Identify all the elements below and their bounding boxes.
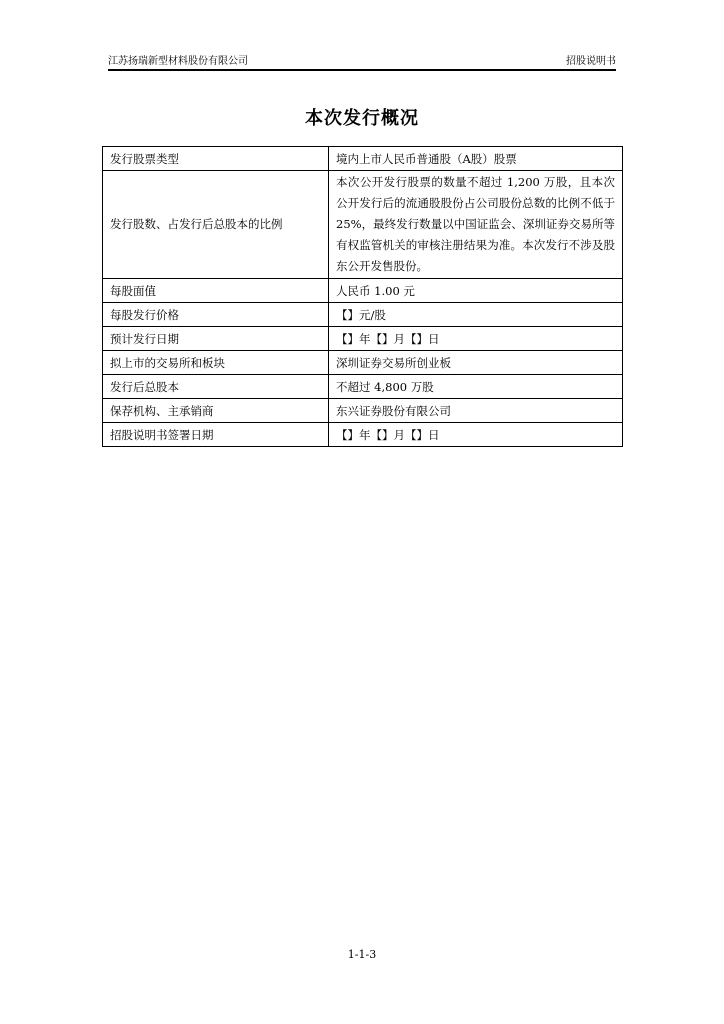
row-value: 境内上市人民币普通股（A股）股票	[329, 147, 623, 171]
table-row	[103, 171, 623, 279]
row-value: 本次公开发行股票的数量不超过 1,200 万股，且本次公开发行后的流通股股份占公司股份总数的比例不低于 25%，最终发行数量以中国证监会、深圳证券交易所等有权监管机关的审核注册结果为准。本次发行不涉及股东公开发售股份。	[329, 171, 623, 279]
row-value: 东兴证券股份有限公司	[329, 399, 623, 423]
row-label: 保荐机构、主承销商	[103, 399, 329, 423]
table-row	[103, 399, 623, 423]
row-label: 发行后总股本	[103, 375, 329, 399]
row-value: 【】年【】月【】日	[329, 327, 623, 351]
offering-overview-table	[102, 146, 623, 447]
page-header	[108, 51, 616, 67]
row-label: 招股说明书签署日期	[103, 423, 329, 447]
page-title: 本次发行概况	[305, 108, 419, 129]
row-label: 每股发行价格	[103, 303, 329, 327]
table-row	[103, 351, 623, 375]
row-value: 人民币 1.00 元	[329, 279, 623, 303]
table-row	[103, 327, 623, 351]
company-name: 江苏扬瑞新型材料股份有限公司	[108, 55, 248, 67]
row-label: 发行股票类型	[103, 147, 329, 171]
document-type: 招股说明书	[566, 55, 616, 67]
table-row	[103, 279, 623, 303]
table-row	[103, 375, 623, 399]
row-label: 预计发行日期	[103, 327, 329, 351]
header-divider	[108, 69, 616, 71]
row-label: 拟上市的交易所和板块	[103, 351, 329, 375]
table-row	[103, 303, 623, 327]
row-value: 【】年【】月【】日	[329, 423, 623, 447]
row-label: 发行股数、占发行后总股本的比例	[103, 171, 329, 279]
table-row	[103, 147, 623, 171]
row-label: 每股面值	[103, 279, 329, 303]
row-value: 不超过 4,800 万股	[329, 375, 623, 399]
row-value: 深圳证券交易所创业板	[329, 351, 623, 375]
table-row	[103, 423, 623, 447]
row-value: 【】元/股	[329, 303, 623, 327]
page-number: 1-1-3	[347, 948, 377, 961]
